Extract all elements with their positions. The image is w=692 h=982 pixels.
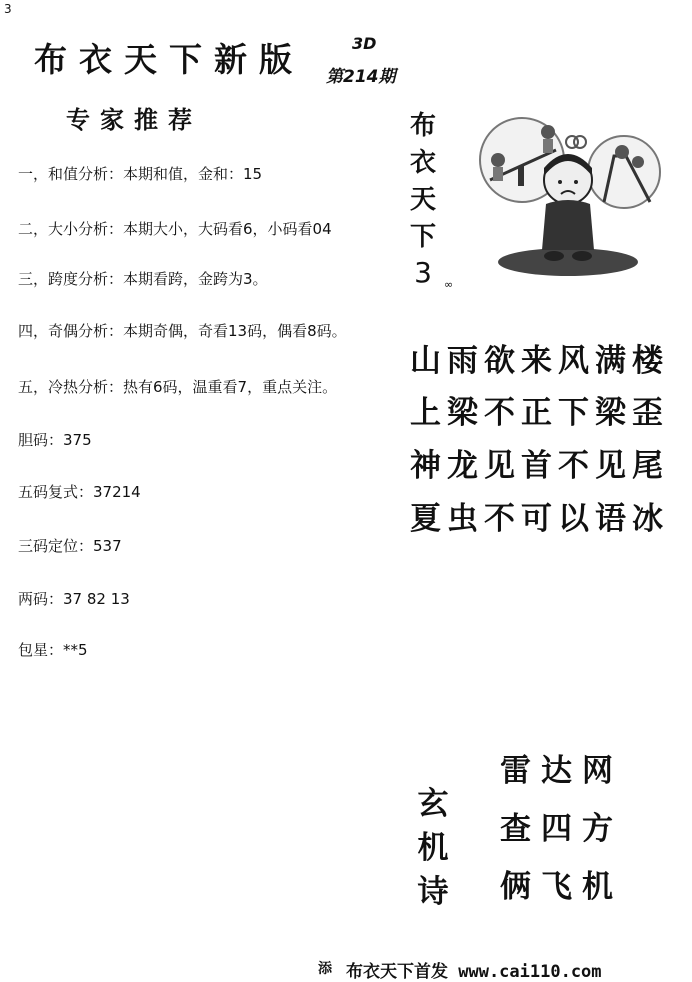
analysis-line-parity: 四，奇偶分析：本期奇偶，奇看13码，偶看8码。 <box>18 322 347 340</box>
verse-line: 查四方 <box>500 811 623 847</box>
poem-line: 夏虫不可以语冰 <box>410 501 669 537</box>
verse-title-char: 诗 <box>417 874 449 910</box>
footer-badge: 添 <box>318 961 332 977</box>
subtitle: 专家推荐 <box>66 105 202 134</box>
pick-dan: 胆码：375 <box>18 431 92 449</box>
analysis-line-hot-cold: 五，冷热分析：热有6码，温重看7，重点关注。 <box>18 378 338 396</box>
vertical-title-mark: ∞ <box>444 278 454 291</box>
verse-title-char: 玄 <box>417 786 449 822</box>
analysis-line-sum: 一，和值分析：本期和值，金和：15 <box>18 165 263 183</box>
pick-three-position: 三码定位：537 <box>18 537 122 555</box>
issue-number: 第214期 <box>326 67 396 87</box>
analysis-line-size: 二，大小分析：本期大小，大码看6，小码看04 <box>18 220 332 238</box>
vertical-title-char: 衣 <box>409 148 436 178</box>
series-label: 3D <box>352 34 377 53</box>
verse-title <box>416 782 450 914</box>
poem-line: 山雨欲来风满楼 <box>410 343 669 379</box>
vertical-title-char: 天 <box>409 185 436 215</box>
analysis-line-span: 三，跨度分析：本期看跨，金跨为3。 <box>18 270 268 288</box>
verse-line: 雷达网 <box>500 753 623 789</box>
poem-line: 神龙见首不见尾 <box>410 448 669 484</box>
footer-source: 布衣天下首发 www.cai110.com <box>346 962 602 982</box>
vertical-title-char: 下 <box>409 222 436 252</box>
pick-star: 包星：**5 <box>18 641 88 659</box>
poem-line: 上梁不正下梁歪 <box>410 395 669 431</box>
pick-two-code: 两码：37 82 13 <box>18 590 130 608</box>
verse-title-char: 机 <box>417 830 449 866</box>
vertical-title-char: 布 <box>409 111 436 141</box>
main-title: 布衣天下新版 <box>34 40 304 79</box>
vertical-title <box>408 108 438 256</box>
pick-five-code: 五码复式：37214 <box>18 483 141 501</box>
vertical-title-number: 3 <box>414 256 432 289</box>
corner-number: 3 <box>4 2 12 16</box>
sad-boy-playground-illustration <box>464 110 670 280</box>
verse-line: 俩飞机 <box>500 869 623 905</box>
